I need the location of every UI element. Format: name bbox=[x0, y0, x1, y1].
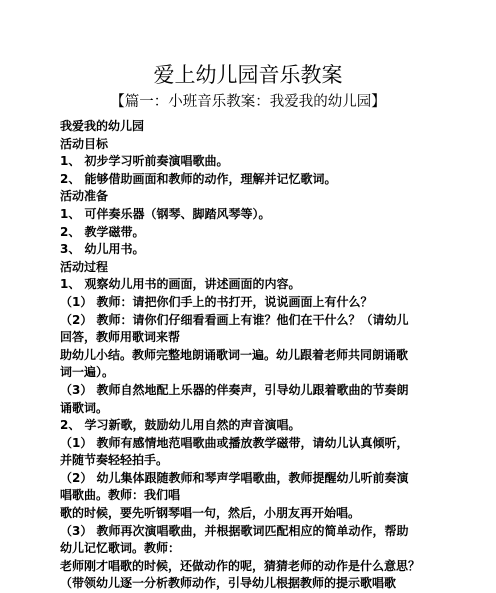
goal-item: 2、 能够借助画面和教师的动作，理解并记忆歌词。 bbox=[60, 171, 337, 186]
process-substep-continued: 老师刚才唱歌的时候，还做动作的呢，猜猜老师的动作是什么意思？ bbox=[60, 558, 421, 573]
process-substep: （3） 教师自然地配上乐器的伴奏声，引导幼儿跟着歌曲的节奏朗 bbox=[60, 382, 409, 397]
document-subtitle: 【篇一：小班音乐教案：我爱我的幼儿园】 bbox=[110, 94, 386, 110]
process-substep-continued: 歌的时候，要先听钢琴唱一句，然后，小朋友再开始唱。 bbox=[60, 506, 361, 521]
document-body bbox=[60, 118, 446, 593]
section-heading-song: 我爱我的幼儿园 bbox=[60, 119, 145, 133]
process-step: 2、 学习新歌，鼓励幼儿用自然的声音演唱。 bbox=[60, 418, 301, 433]
section-heading-goals: 活动目标 bbox=[60, 136, 109, 151]
goal-item: 1、 初步学习听前奏演唱歌曲。 bbox=[60, 154, 229, 169]
process-substep-continued: 幼儿记忆歌词。教师： bbox=[60, 541, 181, 556]
preparation-item: 3、 幼儿用书。 bbox=[60, 242, 145, 257]
process-step: 1、 观察幼儿用书的画面，讲述画面的内容。 bbox=[60, 277, 301, 292]
process-substep-continued: 回答，教师用歌词来帮 bbox=[60, 330, 181, 345]
process-substep: （1） 教师：请把你们手上的书打开，说说画面上有什么？ bbox=[60, 294, 373, 309]
process-substep-continued: 唱歌曲。教师：我们唱 bbox=[60, 488, 181, 503]
process-substep-continued: 并随节奏轻轻拍手。 bbox=[60, 453, 169, 468]
process-substep-continued: 诵歌词。 bbox=[60, 400, 109, 415]
process-substep-continued: （带领幼儿逐一分析教师动作，引导幼儿根据教师的提示歌唱歌 bbox=[60, 576, 397, 591]
process-substep: （2） 幼儿集体跟随教师和琴声学唱歌曲，教师提醒幼儿听前奏演 bbox=[60, 470, 409, 485]
process-substep: （2） 教师：请你们仔细看看画上有谁？他们在干什么？（请幼儿 bbox=[60, 312, 409, 327]
process-substep-continued: 词一遍）。 bbox=[60, 365, 115, 380]
section-heading-preparation: 活动准备 bbox=[60, 189, 109, 204]
preparation-item: 2、 教学磁带。 bbox=[60, 224, 145, 239]
preparation-item: 1、 可伴奏乐器（钢琴、脚踏风琴等）。 bbox=[60, 206, 271, 221]
process-substep-continued: 助幼儿小结。教师完整地朗诵歌词一遍。幼儿跟着老师共同朗诵歌 bbox=[60, 347, 409, 362]
document-title: 爱上幼儿园音乐教案 bbox=[153, 63, 343, 87]
section-heading-process: 活动过程 bbox=[60, 259, 109, 274]
process-substep: （1） 教师有感情地范唱歌曲或播放教学磁带，请幼儿认真倾听， bbox=[60, 435, 409, 450]
process-substep: （3） 教师再次演唱歌曲，并根据歌词匹配相应的简单动作，帮助 bbox=[60, 523, 409, 538]
